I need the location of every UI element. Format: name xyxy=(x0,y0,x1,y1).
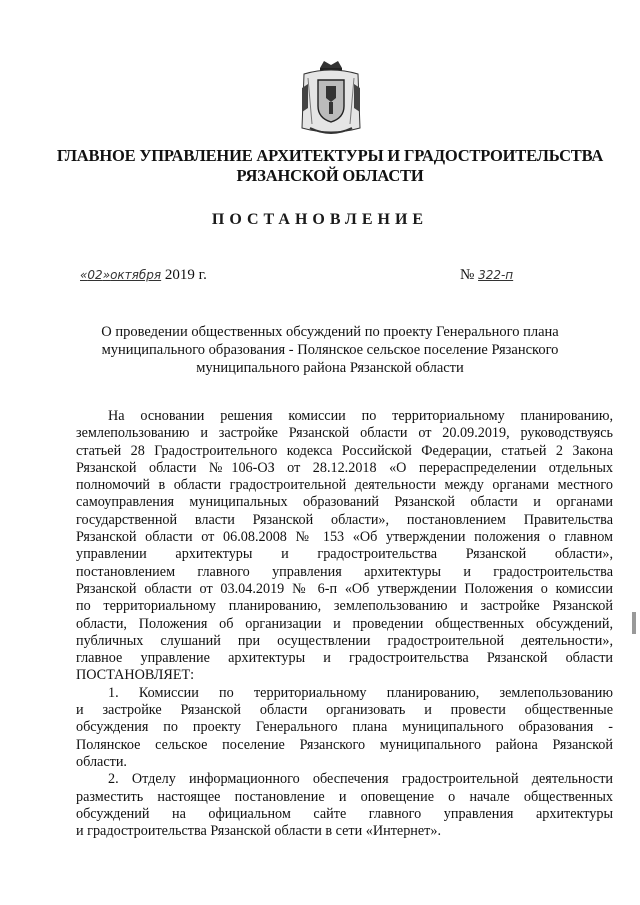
body-line: области, Положения об организации и проведении общественных обсуждений, xyxy=(76,615,613,632)
body-line: обсуждения по проекту Генерального плана муниципального образования - xyxy=(76,719,613,736)
number-label: № xyxy=(460,267,475,283)
body-line: 1. Комиссии по территориальному планированию, землепользованию xyxy=(108,684,613,701)
body-line: самоуправления муниципальных образований Рязанской области и органами xyxy=(76,494,613,511)
organization-name-line1: ГЛАВНОЕ УПРАВЛЕНИЕ АРХИТЕКТУРЫ И ГРАДОСТРОИТЕЛЬСТВА xyxy=(56,146,604,165)
body-line: области. xyxy=(76,753,127,770)
body-line: Рязанской области №106-ОЗ от 28.12.2018 «О перераспределении отдельных xyxy=(76,459,613,476)
body-line: землепользованию и застройке Рязанской области от 20.09.2019, руководствуясь xyxy=(76,425,613,442)
body-line: Полянское сельское поселение Рязанского муниципального района Рязанской xyxy=(76,736,613,753)
subject-line: муниципального образования - Полянское сельское поселение Рязанского xyxy=(101,342,559,358)
body-line: по территориальному планированию, землепользованию и застройке Рязанской xyxy=(76,598,613,615)
body-line: Рязанской области от 06.08.2008 № 153 «Об утверждении положения о главном xyxy=(76,529,613,546)
document-date xyxy=(80,267,207,284)
date-year: 2019 г. xyxy=(164,267,207,283)
document-number xyxy=(460,267,578,284)
date-close-quote: » xyxy=(102,268,111,282)
document-body xyxy=(76,408,613,840)
subject-line: О проведении общественных обсуждений по проекту Генерального плана xyxy=(101,324,559,340)
body-line: разместить настоящее постановление и оповещение о начале общественных xyxy=(76,788,613,805)
body-line: и застройке Рязанской области организовать и провести общественные xyxy=(76,702,613,719)
subject-line: муниципального района Рязанской области xyxy=(196,360,464,376)
coat-of-arms-emblem xyxy=(298,58,364,138)
body-line: 2. Отделу информационного обеспечения градостроительной деятельности xyxy=(108,771,613,788)
body-line: главное управление архитектуры и градостроительства Рязанской области xyxy=(76,650,613,667)
document-type-title: ПОСТАНОВЛЕНИЕ xyxy=(211,211,429,228)
body-line: государственной власти Рязанской области», постановлением Правительства xyxy=(76,511,613,528)
scan-margin-mark xyxy=(632,612,636,634)
body-line: и градостроительства Рязанской области в сети «Интернет». xyxy=(76,823,442,840)
body-line: обсуждений на официальном сайте главного управления архитектуры xyxy=(76,805,613,822)
number-value: 322-п xyxy=(478,268,514,282)
date-open-quote: « xyxy=(80,268,88,282)
body-line: публичных слушаний при осуществлении градостроительной деятельности», xyxy=(76,632,613,649)
date-month: октября xyxy=(110,268,162,282)
body-line: управлении архитектуры и градостроительства Рязанской области», xyxy=(76,546,613,563)
body-line: Рязанской области от 03.04.2019 № 6-п «Об утверждении Положения о комиссии xyxy=(76,580,613,597)
decree-keyword: ПОСТАНОВЛЯЕТ: xyxy=(76,667,195,684)
body-line: На основании решения комиссии по территориальному планированию, xyxy=(108,408,613,424)
document-subject xyxy=(80,323,580,377)
body-line: статьей 28 Градостроительного кодекса Российской Федерации, статьей 2 Закона xyxy=(76,442,613,459)
body-line: полномочий в области градостроительной деятельности между органами местного xyxy=(76,477,613,494)
body-line: постановлением главного управления архитектуры и градостроительства xyxy=(76,563,613,580)
organization-name-line2: РЯЗАНСКОЙ ОБЛАСТИ xyxy=(236,166,424,185)
date-day: 02 xyxy=(87,268,103,282)
